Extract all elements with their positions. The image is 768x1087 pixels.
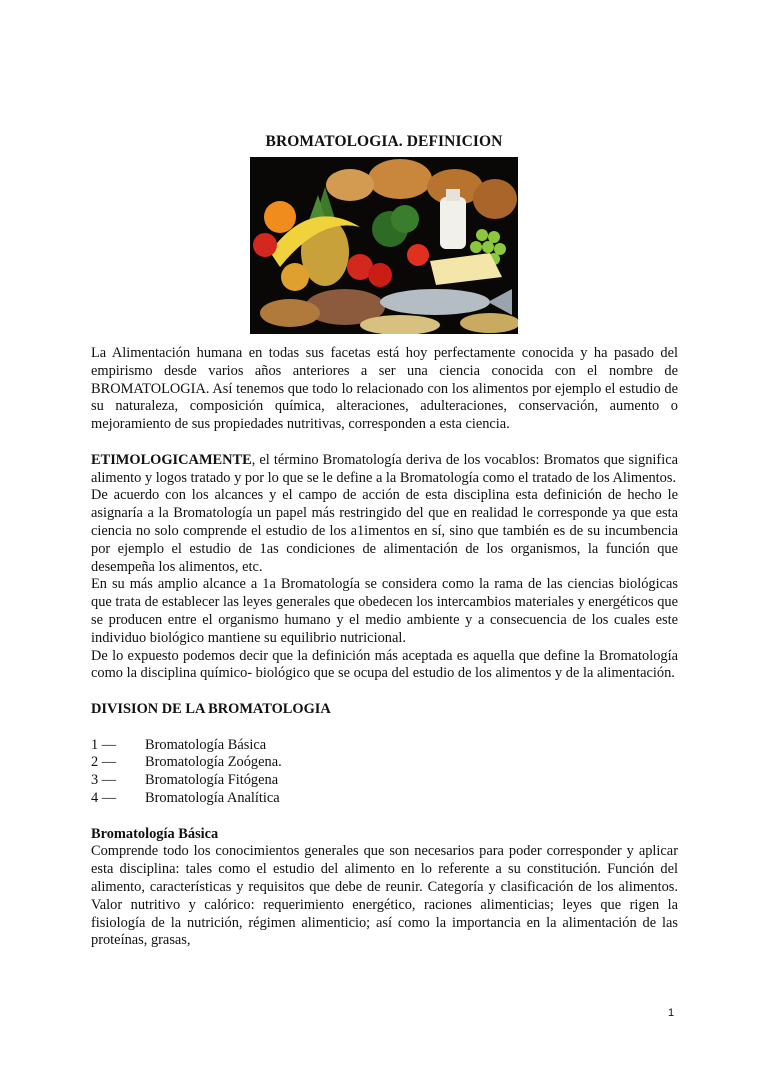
etymology-paragraph bbox=[91, 452, 678, 488]
food-illustration bbox=[250, 157, 518, 334]
conclusion-paragraph: De lo expuesto podemos decir que la definición más aceptada es aquella que define la Bromatología como la disciplina químico- biológico que se ocupa del estudio de los alimentos y de la alimentación. bbox=[91, 647, 678, 682]
etymology-label: ETIMOLOGICAMENTE bbox=[91, 451, 252, 468]
division-list bbox=[91, 737, 678, 808]
page-title: BROMATOLOGIA. DEFINICION bbox=[265, 133, 503, 150]
list-item bbox=[91, 737, 678, 755]
list-item bbox=[91, 772, 678, 790]
division-heading: DIVISION DE LA BROMATOLOGIA bbox=[91, 700, 331, 717]
intro-paragraph: La Alimentación humana en todas sus facetas está hoy perfectamente conocida y ha pasado del empirismo desde varios años anteriores a ser una ciencia conocida con el nombre de BROMATOLOGIA. Así tenemos que todo lo relacionado con los alimentos por ejemplo el estudio de su naturaleza, composición química, alteraciones, adulteraciones, conservación, aumento o mejoramiento de sus propiedades nutritivas, corresponden a esta ciencia. bbox=[91, 345, 678, 433]
etymology-text: , el término Bromatología deriva de los vocablos: Bromatos que significa alimento y logos tratado y por lo que se le define a la Bromatología como el tratado de los Alimentos. bbox=[91, 451, 678, 486]
list-item-number: 3 — bbox=[91, 772, 117, 789]
list-item-label: Bromatología Analítica bbox=[145, 789, 280, 806]
basic-section-paragraph: Comprende todo los conocimientos generales que son necesarios para poder corresponder y aplicar esta disciplina: tales como el estudio del alimento en lo referente a su constitución. Función del alimento, características y requisitos que debe de reunir. Categoría y clasificación de los alimentos. Valor nutritivo y calórico: requerimiento energético, raciones alimenticias; leyes que rigen la fisiología de la nutrición, régimen alimenticio; así como la importancia en la alimentación de las proteínas, grasas, bbox=[91, 843, 678, 949]
list-item-number: 4 — bbox=[91, 789, 117, 806]
scope-paragraph: De acuerdo con los alcances y el campo de acción de esta disciplina esta definición de hecho le asignaría a la Bromatología un papel más restringido del que en realidad le corresponde ya que esta ciencia no solo comprende el estudio de los a1imentos en sí, sino que también es de su incumbencia por ejemplo el estudio de 1as condiciones de alimentación de los organismos, la función que desempeña los alimentos, etc. bbox=[91, 487, 678, 575]
basic-section-heading: Bromatología Básica bbox=[91, 825, 219, 842]
list-item bbox=[91, 790, 678, 808]
list-item-number: 2 — bbox=[91, 754, 117, 771]
document-body bbox=[91, 345, 678, 950]
food-assortment-photo bbox=[250, 157, 518, 334]
list-item-label: Bromatología Zoógena. bbox=[145, 754, 282, 771]
list-item-number: 1 — bbox=[91, 736, 117, 753]
list-item-label: Bromatología Fitógena bbox=[145, 772, 279, 789]
list-item-label: Bromatología Básica bbox=[145, 736, 267, 753]
list-item bbox=[91, 754, 678, 772]
broad-scope-paragraph: En su más amplio alcance a 1a Bromatología se considera como la rama de las ciencias biológicas que trata de establecer las leyes generales que obedecen los intercambios materiales y energéticos que se producen entre el organismo humano y el medio ambiente y a consecuencia de los cuales este individuo biológico mantiene su equilibrio nutricional. bbox=[91, 576, 678, 646]
page-number: 1 bbox=[668, 1007, 675, 1019]
